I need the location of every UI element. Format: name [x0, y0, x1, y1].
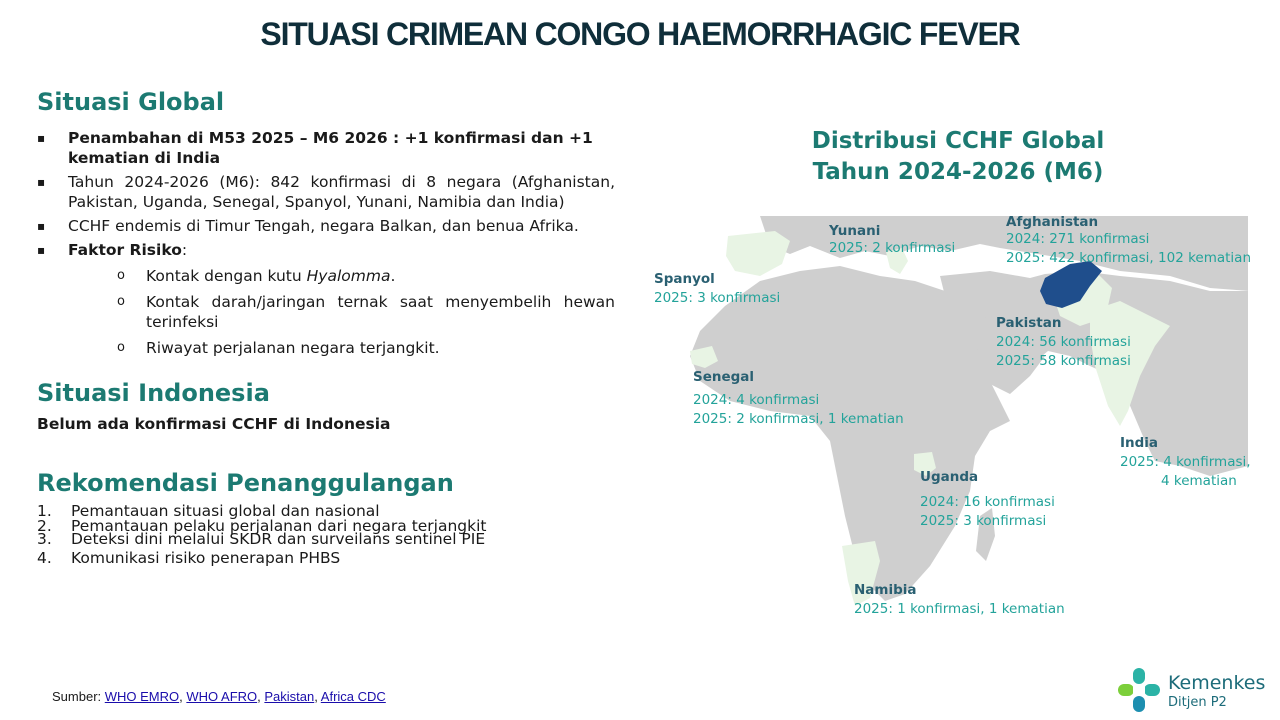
heading-rekomendasi: Rekomendasi Penanggulangan [37, 469, 454, 497]
faktor-risiko-label: Faktor Risiko [68, 241, 182, 259]
case-line: 2025: 422 konfirmasi, 102 kematian [1006, 250, 1252, 266]
label-pakistan [996, 314, 1131, 371]
heading-situasi-global: Situasi Global [37, 88, 225, 116]
bullet-tahun-2024-2026: ▪ Tahun 2024-2026 (M6): 842 konfirmasi di 8 negara (Afghanistan, Pakistan, Uganda, Senegal, Spanyol, Yunani, Namibia dan India) [37, 172, 615, 212]
kemenkes-logo-icon [1116, 666, 1164, 714]
label-uganda [920, 468, 1055, 531]
item-text: Pemantauan situasi global dan nasional [71, 502, 380, 520]
risk-sublist [68, 266, 615, 358]
case-line: 2024: 4 konfirmasi [693, 392, 820, 408]
case-line: 2025: 58 konfirmasi [996, 353, 1131, 369]
label-senegal [693, 368, 904, 429]
bullet-endemis: ▪ CCHF endemis di Timur Tengah, negara Balkan, dan benua Afrika. [37, 216, 615, 236]
label-namibia [854, 581, 1065, 619]
case-line: 2025: 3 konfirmasi [920, 513, 1047, 529]
map-title [770, 126, 1146, 188]
item-text: Pemantauan pelaku perjalanan dari negara terjangkit [71, 517, 487, 535]
kemenkes-logo [1116, 664, 1276, 716]
item-text: Komunikasi risiko penerapan PHBS [71, 549, 341, 567]
sep: , [314, 689, 321, 704]
case-line: 2025: 1 konfirmasi, 1 kematian [854, 601, 1065, 617]
case-line: 4 kematian [1161, 473, 1237, 489]
country-name: Namibia [854, 582, 917, 598]
heading-situasi-indonesia: Situasi Indonesia [37, 379, 270, 407]
link-who-afro[interactable]: WHO AFRO [186, 689, 258, 704]
case-line: 2025: 3 konfirmasi [654, 290, 781, 306]
item-number: 4. [37, 549, 52, 567]
map-title-line1: Distribusi CCHF Global [811, 128, 1105, 154]
logo-brand-text: Kemenkes [1168, 672, 1266, 694]
link-pakistan[interactable]: Pakistan [264, 689, 315, 704]
risk-item-perjalanan: o Riwayat perjalanan negara terjangkit. [68, 338, 615, 358]
country-name: Pakistan [996, 315, 1062, 331]
case-line: 2024: 56 konfirmasi [996, 334, 1131, 350]
case-line: 2025: 2 konfirmasi [829, 240, 956, 256]
label-yunani [829, 222, 955, 258]
bullet-faktor-risiko [37, 240, 615, 358]
slide-title: SITUASI CRIMEAN CONGO HAEMORRHAGIC FEVER [260, 16, 1020, 52]
item-number: 3. [37, 530, 52, 548]
faktor-risiko-colon: : [181, 241, 188, 259]
indonesia-status: Belum ada konfirmasi CCHF di Indonesia [37, 415, 391, 433]
risk-item-darah: o Kontak darah/jaringan ternak saat menyembelih hewan terinfeksi [68, 292, 615, 332]
logo-sub-text: Ditjen P2 [1168, 695, 1227, 710]
global-bullet-list [37, 128, 615, 364]
country-name: Uganda [920, 469, 979, 485]
country-name: Spanyol [654, 271, 715, 287]
country-name: Yunani [829, 223, 881, 239]
link-africa-cdc[interactable]: Africa CDC [320, 689, 386, 704]
label-spanyol [654, 270, 780, 308]
item-number: 2. [37, 517, 52, 535]
item-number: 1. [37, 502, 52, 520]
risk1-species: Hyalomma [306, 267, 391, 285]
source-label: Sumber: [52, 689, 105, 704]
country-name: Senegal [693, 369, 755, 385]
case-line: 2025: 2 konfirmasi, 1 kematian [693, 411, 904, 427]
risk1-text: Kontak dengan kutu [146, 267, 307, 285]
case-line: 2025: 4 konfirmasi, [1120, 454, 1251, 470]
country-name: India [1120, 435, 1159, 451]
risk-item-kutu [68, 266, 615, 286]
country-name: Afghanistan [1006, 214, 1099, 230]
rekomendasi-item [37, 549, 340, 567]
map-title-line2: Tahun 2024-2026 (M6) [812, 159, 1104, 185]
rekomendasi-item [37, 530, 485, 548]
link-who-emro[interactable]: WHO EMRO [104, 689, 180, 704]
sep: , [257, 689, 265, 704]
label-afghanistan [1006, 213, 1251, 268]
source-citation [52, 689, 386, 704]
item-text: Deteksi dini melalui SKDR dan surveilans sentinel PIE [71, 530, 486, 548]
bullet-penambahan: ▪ Penambahan di M53 2025 – M6 2026 : +1 konfirmasi dan +1 kematian di India [37, 128, 615, 168]
label-india [1120, 434, 1251, 491]
risk1-end: . [390, 267, 396, 285]
case-line: 2024: 16 konfirmasi [920, 494, 1055, 510]
sep: , [179, 689, 187, 704]
case-line: 2024: 271 konfirmasi [1006, 231, 1150, 247]
